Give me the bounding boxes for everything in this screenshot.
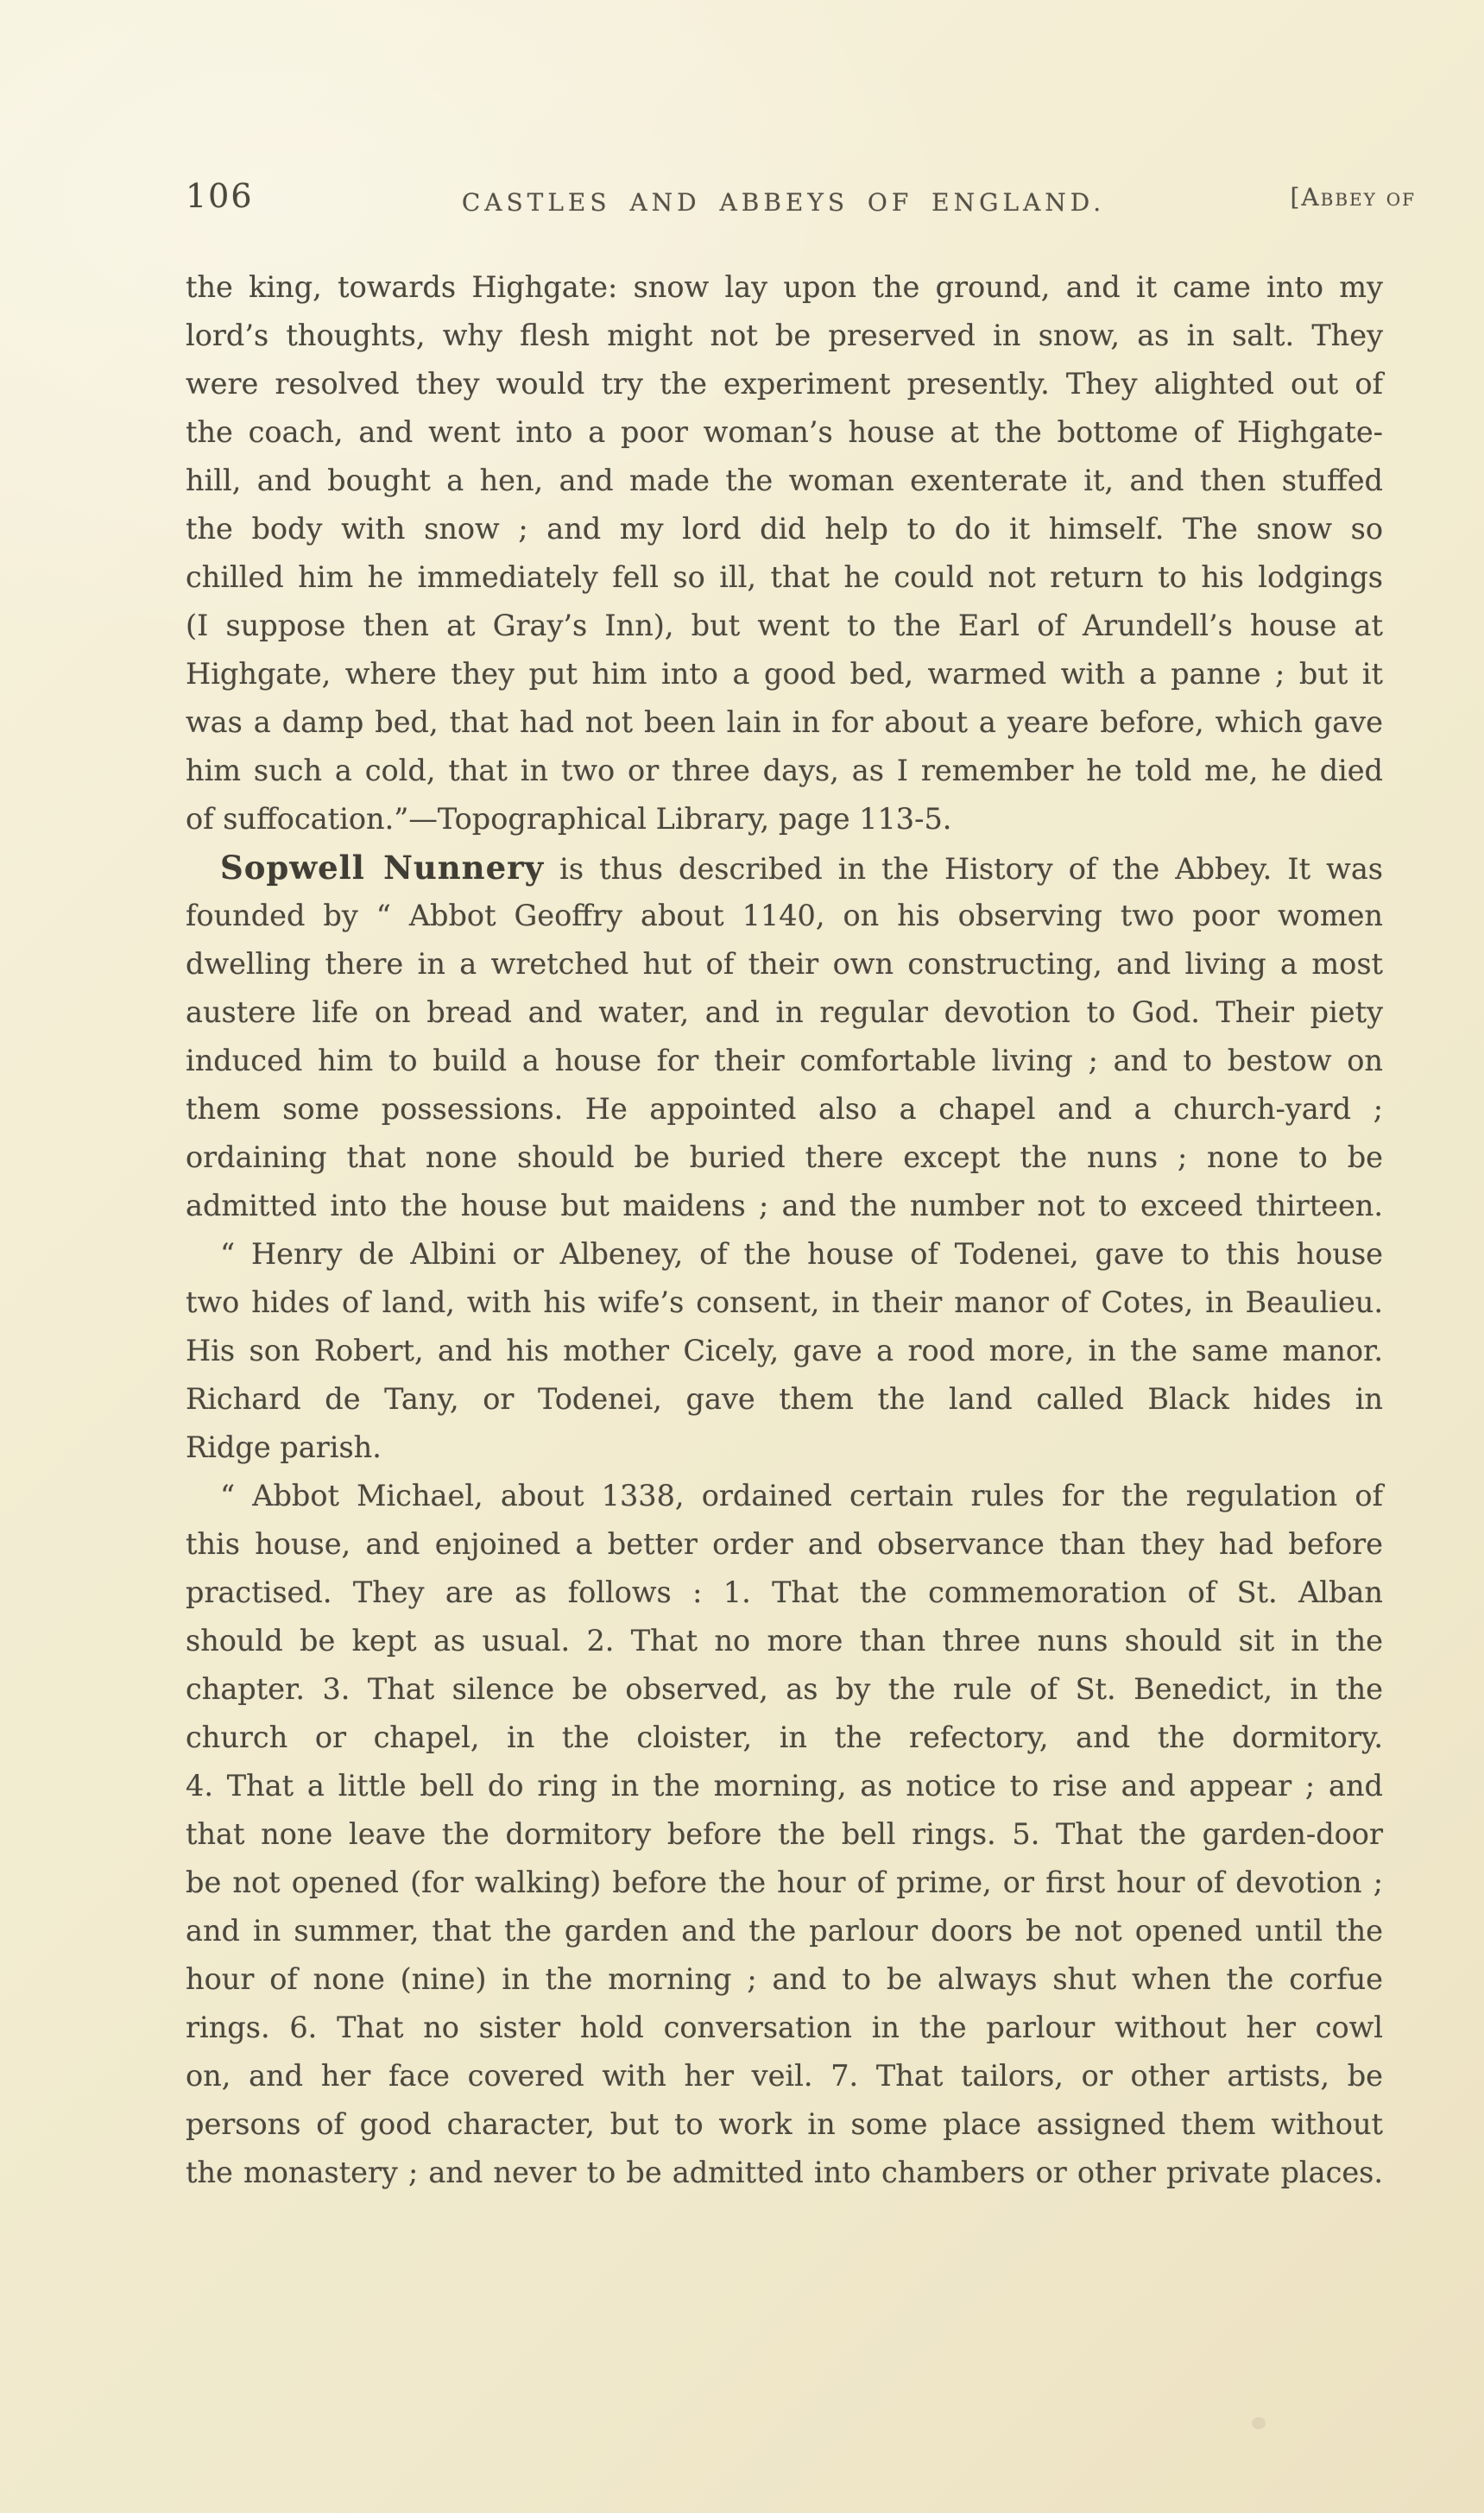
text-line: the body with snow ; and my lord did help to do it himself. The snow so [186, 512, 1383, 546]
text-line: founded by “ Abbot Geoffry about 1140, on his observing two poor women [186, 899, 1383, 932]
text-line: Highgate, where they put him into a good bed, warmed with a panne ; but it [186, 657, 1383, 691]
running-title: CASTLES AND ABBEYS OF ENGLAND. [461, 188, 1106, 217]
text-line: and in summer, that the garden and the parlour doors be not opened until the [186, 1914, 1383, 1948]
text-line: persons of good character, but to work in some place assigned them without [186, 2107, 1383, 2141]
text-line: practised. They are as follows : 1. That the commemoration of St. Alban [186, 1575, 1383, 1609]
text-line: admitted into the house but maidens ; and the number not to exceed thirteen. [186, 1189, 1383, 1222]
text-line: were resolved they would try the experiment presently. They alighted out of [186, 367, 1383, 401]
text-line: (I suppose then at Gray’s Inn), but went to the Earl of Arundell’s house at [186, 609, 1383, 642]
text-line: ordaining that none should be buried there except the nuns ; none to be [186, 1140, 1383, 1174]
text-line: lord’s thoughts, why flesh might not be preserved in snow, as in salt. They [186, 319, 1383, 352]
text-line: austere life on bread and water, and in regular devotion to God. Their piety [186, 995, 1383, 1029]
text-line: “ Henry de Albini or Albeney, of the house of Todenei, gave to this house [220, 1237, 1383, 1271]
text-line: of suffocation.”—Topographical Library, page 113-5. [186, 802, 952, 836]
page-text-body [186, 263, 1383, 2197]
blackletter-heading: Sopwell Nunnery [220, 849, 545, 887]
text-line: church or chapel, in the cloister, in the refectory, and the dormitory. [186, 1721, 1383, 1754]
text-line: rings. 6. That no sister hold conversation in the parlour without her cowl [186, 2011, 1383, 2044]
text-line: Richard de Tany, or Todenei, gave them the land called Black hides in [186, 1382, 1383, 1416]
text-line: him such a cold, that in two or three days, as I remember he told me, he died [186, 754, 1383, 787]
text-line: induced him to build a house for their comfortable living ; and to bestow on [186, 1044, 1383, 1077]
text-line: 4. That a little bell do ring in the morning, as notice to rise and appear ; and [186, 1769, 1383, 1803]
header-catchword: [Abbey of [1290, 183, 1416, 212]
text-line: chapter. 3. That silence be observed, as by the rule of St. Benedict, in the [186, 1672, 1383, 1706]
text-line: Sopwell Nunnery is thus described in the History of the Abbey. It was [220, 849, 1383, 887]
text-line: the coach, and went into a poor woman’s house at the bottome of Highgate- [186, 415, 1383, 449]
text-line: hill, and bought a hen, and made the woman exenterate it, and then stuffed [186, 464, 1383, 497]
text-line: was a damp bed, that had not been lain in for about a yeare before, which gave [186, 705, 1383, 739]
text-line: be not opened (for walking) before the hour of prime, or first hour of devotion ; [186, 1866, 1383, 1899]
text-line: this house, and enjoined a better order and observance than they had before [186, 1527, 1383, 1561]
text-line: that none leave the dormitory before the bell rings. 5. That the garden-door [186, 1817, 1383, 1851]
text-line: should be kept as usual. 2. That no more than three nuns should sit in the [186, 1624, 1383, 1657]
page-number: 106 [186, 177, 254, 215]
text-line: two hides of land, with his wife’s consent, in their manor of Cotes, in Beaulieu. [186, 1285, 1383, 1319]
text-line: them some possessions. He appointed also a chapel and a church-yard ; [186, 1092, 1383, 1126]
text-line: on, and her face covered with her veil. 7. That tailors, or other artists, be [186, 2059, 1383, 2093]
text-line: chilled him he immediately fell so ill, that he could not return to his lodgings [186, 560, 1383, 594]
text-line: the monastery ; and never to be admitted into chambers or other private places. [186, 2156, 1383, 2189]
text-line: dwelling there in a wretched hut of their own constructing, and living a most [186, 947, 1383, 981]
text-line: hour of none (nine) in the morning ; and to be always shut when the corfue [186, 1962, 1383, 1996]
text-line: the king, towards Highgate: snow lay upon the ground, and it came into my [186, 270, 1383, 304]
text-line: “ Abbot Michael, about 1338, ordained certain rules for the regulation of [220, 1479, 1383, 1512]
text-line: His son Robert, and his mother Cicely, gave a rood more, in the same manor. [186, 1334, 1383, 1367]
text-line: Ridge parish. [186, 1430, 382, 1464]
